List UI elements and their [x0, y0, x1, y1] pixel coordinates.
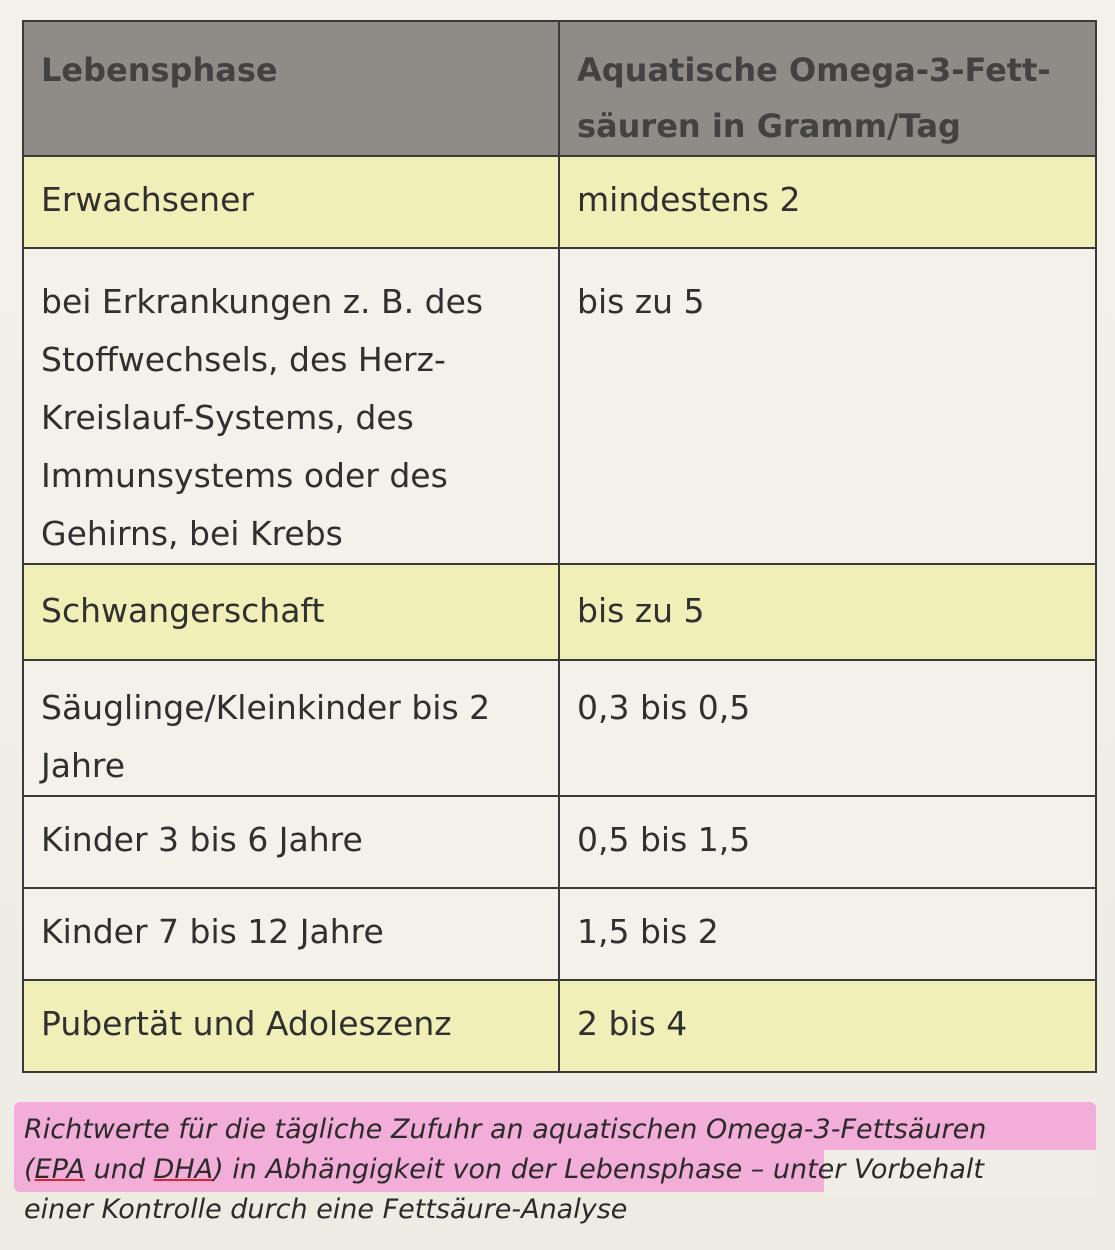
amount-cell: bis zu 5: [559, 564, 1096, 660]
table-row: [23, 156, 1096, 248]
caption-line-3: einer Kontrolle durch eine Fettsäure-Analyse: [24, 1194, 628, 1225]
phase-cell: Kinder 3 bis 6 Jahre: [23, 796, 559, 888]
table-row: [23, 888, 1096, 980]
table-caption: [24, 1110, 1099, 1230]
phase-cell: Pubertät und Adoleszenz: [23, 980, 559, 1072]
amount-cell: 1,5 bis 2: [559, 888, 1096, 980]
caption-epa: EPA: [34, 1154, 86, 1185]
table-row: [23, 248, 1096, 564]
phase-cell: Erwachsener: [23, 156, 559, 248]
table-row: [23, 660, 1096, 796]
table-row: [23, 980, 1096, 1072]
phase-line: Jahre: [41, 746, 126, 785]
table-row: [23, 796, 1096, 888]
header-omega3-amount: [559, 21, 1096, 156]
omega3-table: [22, 20, 1097, 1073]
phase-line: bei Erkrankungen z. B. des: [41, 282, 484, 321]
amount-cell: 0,5 bis 1,5: [559, 796, 1096, 888]
table-header-row: [23, 21, 1096, 156]
phase-cell: Schwangerschaft: [23, 564, 559, 660]
header-omega3-line2: säuren in Gramm/Tag: [577, 107, 961, 145]
amount-cell: bis zu 5: [559, 248, 1096, 564]
phase-cell: [23, 660, 559, 796]
phase-line: Immunsystems oder des: [41, 456, 448, 495]
caption-dha: DHA: [153, 1154, 214, 1185]
caption-rest: ) in Abhängigkeit von der Lebensphase – unter Vorbehalt: [213, 1154, 984, 1185]
caption-line-2: [24, 1150, 1099, 1190]
header-omega3-line1: Aquatische Omega-3-Fett-: [577, 51, 1051, 89]
phase-cell: Kinder 7 bis 12 Jahre: [23, 888, 559, 980]
caption-paren-open: (: [24, 1154, 35, 1185]
amount-cell: 0,3 bis 0,5: [559, 660, 1096, 796]
phase-cell: [23, 248, 559, 564]
caption-und: und: [85, 1154, 154, 1185]
header-lebensphase: Lebensphase: [23, 21, 559, 156]
amount-cell: mindestens 2: [559, 156, 1096, 248]
phase-line: Stoffwechsels, des Herz-: [41, 340, 446, 379]
amount-cell: 2 bis 4: [559, 980, 1096, 1072]
phase-line: Kreislauf-Systems, des: [41, 398, 414, 437]
phase-line: Gehirns, bei Krebs: [41, 514, 343, 553]
caption-line-1: Richtwerte für die tägliche Zufuhr an aquatischen Omega-3-Fettsäuren: [24, 1114, 987, 1145]
table-row: [23, 564, 1096, 660]
phase-line: Säuglinge/Kleinkinder bis 2: [41, 688, 491, 727]
